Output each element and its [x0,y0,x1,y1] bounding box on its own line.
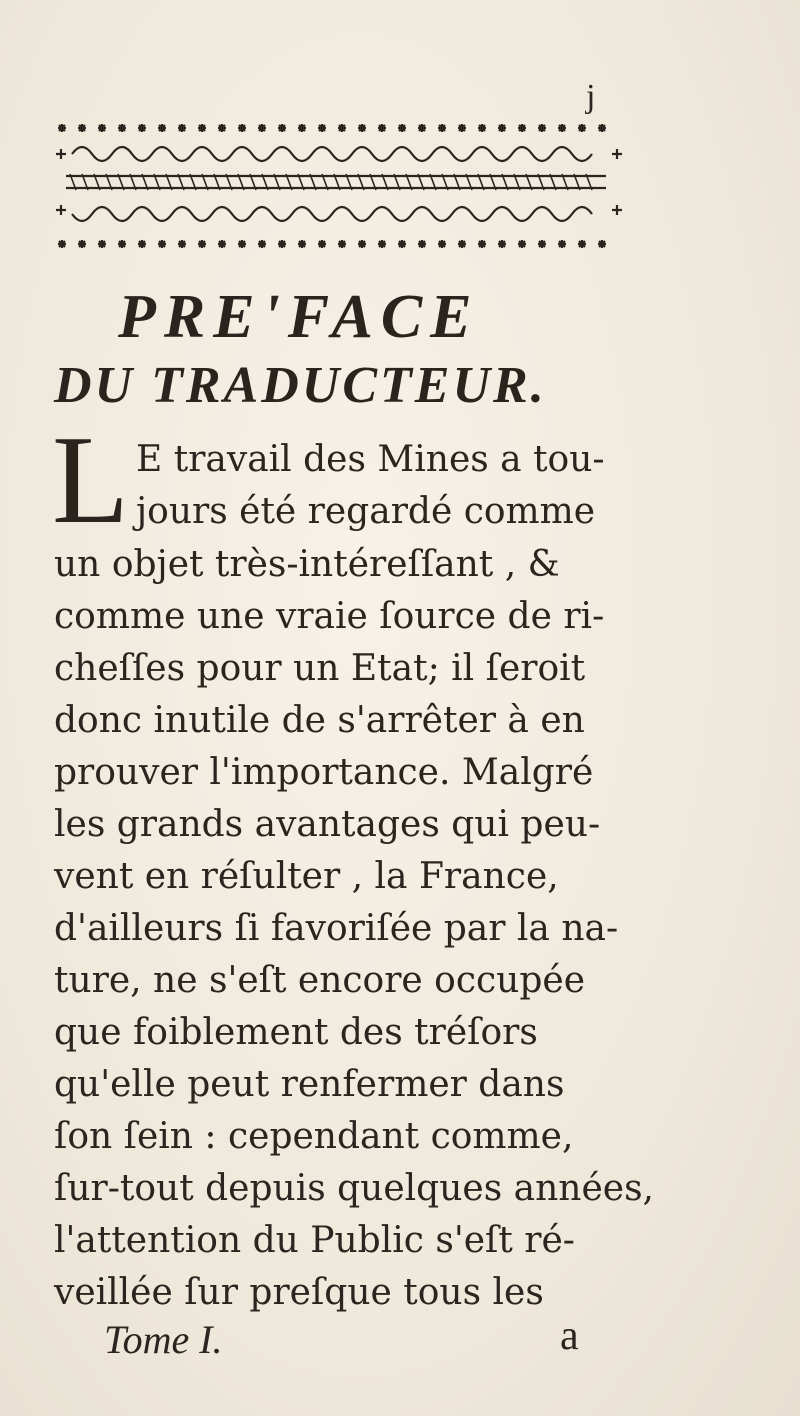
text-line: que foiblement des tréſors [54,1012,538,1053]
text-line: comme une vraie ſource de ri- [54,596,605,637]
text-line: qu'elle peut renfermer dans [54,1064,565,1105]
text-line: prouver l'importance. Malgré [54,752,594,793]
text-line: ſur-tout depuis quelques années, [54,1168,654,1209]
text-line: donc inutile de s'arrêter à en [54,700,585,741]
signature-mark: a [560,1313,579,1359]
text-line: les grands avantages qui peu- [54,804,601,845]
text-line: d'ailleurs ſi favoriſée par la na- [54,908,619,949]
drop-cap: L [52,411,129,550]
text-line: ſon ſein : cependant comme, [54,1116,574,1157]
decorative-headpiece [52,110,624,260]
text-line: un objet très-intéreſſant , & [54,544,560,585]
page-title: PRE'FACE [118,283,480,351]
text-line: l'attention du Public s'eſt ré- [54,1220,575,1261]
text-line: E travail des Mines a tou- [136,439,605,480]
text-line: ture, ne s'eſt encore occupée [54,960,586,1001]
text-line: jours été regardé comme [136,491,596,532]
volume-label: Tome I. [104,1317,223,1362]
corner-mark: j [586,78,596,115]
text-line: veillée ſur preſque tous les [54,1272,544,1313]
text-line: vent en réſulter , la France, [54,856,559,897]
page-subtitle: DU TRADUCTEUR. [54,357,547,414]
text-line: cheſſes pour un Etat; il ſeroit [54,648,586,689]
